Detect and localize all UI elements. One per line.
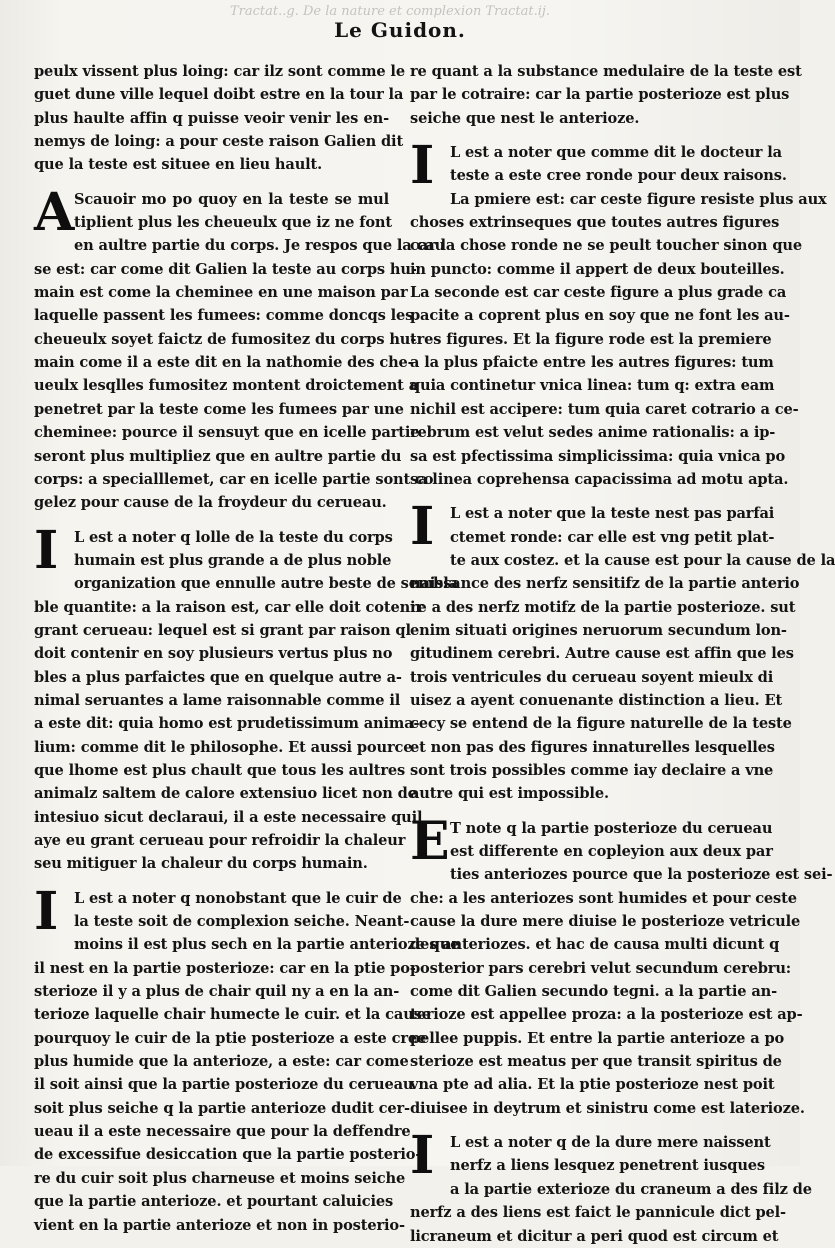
text-line: re a des nerfz motifz de la partie posterioze. sut bbox=[410, 598, 796, 616]
text-line: posterior pars cerebri velut secundum cerebru: bbox=[410, 959, 792, 977]
text-line: L est a noter que comme dit le docteur la bbox=[450, 144, 782, 162]
paragraph bbox=[34, 519, 458, 876]
drop-cap-initial: I bbox=[410, 135, 435, 197]
text-line: que la teste est situee en lieu hault. bbox=[34, 156, 323, 174]
paragraph bbox=[34, 880, 460, 1237]
text-line: animalz saltem de calore extensiuo licet non de bbox=[34, 785, 417, 803]
running-head: Le Guidon. bbox=[334, 18, 466, 42]
text-line: seu mitiguer la chaleur du corps humain. bbox=[34, 855, 368, 873]
text-line: cecy se entend de la figure naturelle de la teste bbox=[410, 715, 792, 733]
text-line: a este dit: quia homo est prudetissimum anima- bbox=[34, 715, 420, 733]
text-line: nichil est accipere: tum quia caret cotrario a ce- bbox=[410, 400, 799, 418]
text-line: T note q la partie posterioze du cerueau bbox=[450, 819, 773, 837]
text-line: plus humide que la anterioze, a este: car come bbox=[34, 1053, 409, 1071]
paragraph-gap bbox=[410, 130, 765, 141]
text-line: et non pas des figures innaturelles lesquelles bbox=[410, 738, 775, 756]
text-line: ties anteriozes pource que la posterioze est sei- bbox=[450, 866, 833, 884]
drop-cap-initial: E bbox=[410, 810, 450, 872]
text-line: re du cuir soit plus charneuse et moins seiche bbox=[34, 1169, 406, 1187]
text-line: rebrum est velut sedes anime rationalis: a ip- bbox=[410, 424, 776, 442]
text-line: corps: a specialllemet, car en icelle partie sont co bbox=[34, 470, 434, 488]
text-line: grant cerueau: lequel est si grant par raison ql bbox=[34, 621, 411, 639]
text-line: uisez a ayent conuenante distinction a lieu. Et bbox=[410, 691, 783, 709]
drop-cap-initial: I bbox=[34, 519, 59, 581]
text-line: nemys de loing: a pour ceste raison Galien dit bbox=[34, 133, 404, 151]
text-line: terioze laquelle chair humecte le cuir. et la cause bbox=[34, 1006, 431, 1024]
text-line: main come il a este dit en la nathomie des che- bbox=[34, 354, 414, 372]
text-line: sterioze il y a plus de chair quil ny a en la an- bbox=[34, 983, 400, 1001]
text-line: L est a noter q de la dure mere naissent bbox=[450, 1134, 771, 1152]
text-line: que lhome est plus chault que tous les aultres bbox=[34, 761, 406, 779]
right-column bbox=[410, 60, 835, 1248]
text-line: par le cotraire: car la partie posterioze est plus bbox=[410, 86, 790, 104]
text-line: que la partie anterioze. et pourtant caluicies bbox=[34, 1193, 394, 1211]
text-line: licraneum et dicitur a peri quod est circum et bbox=[410, 1227, 779, 1245]
text-line: trois ventricules du cerueau soyent mieulx di bbox=[410, 668, 774, 686]
text-line: sterioze est meatus per que transit spiritus de bbox=[410, 1053, 782, 1071]
text-line: cheueulx soyet faictz de fumositez du corps hu- bbox=[34, 330, 417, 348]
text-line: choses extrinseques que toutes autres figures bbox=[410, 214, 780, 232]
text-line: L est a noter q lolle de la teste du corps bbox=[74, 528, 393, 546]
text-line: organization que ennulle autre beste de sembla bbox=[74, 575, 458, 593]
text-line: intesiuo sicut declaraui, il a este necessaire quil bbox=[34, 808, 423, 826]
text-line: de excessifue desiccation que la partie posterio- bbox=[34, 1146, 422, 1164]
paragraph bbox=[34, 181, 446, 515]
text-line: en aultre partie du corps. Je respos que la cau bbox=[74, 237, 446, 255]
text-line: humain est plus grande a de plus noble bbox=[74, 551, 392, 569]
paragraph-gap bbox=[34, 876, 389, 887]
text-line: car la chose ronde ne se peult toucher sinon que bbox=[410, 237, 802, 255]
text-line: La seconde est car ceste figure a plus grade ca bbox=[410, 284, 787, 302]
paragraph-gap bbox=[410, 491, 765, 502]
paragraph bbox=[410, 135, 827, 491]
text-line: cheminee: pource il sensuyt que en icelle partie bbox=[34, 424, 420, 442]
text-line: sa linea coprehensa capacissima ad motu apta. bbox=[410, 470, 789, 488]
paragraph-gap bbox=[410, 806, 765, 817]
text-line: a la plus pfaicte entre les autres figures: tum bbox=[410, 354, 774, 372]
text-line: vient en la partie anterioze et non in posterio- bbox=[34, 1216, 405, 1234]
bleed-through-text: Tractat..g. De la nature et complexion Tractat.ij. bbox=[230, 4, 551, 19]
text-line: L est a noter que la teste nest pas parfai bbox=[450, 505, 775, 523]
text-line: soit plus seiche q la partie anterioze dudit cer- bbox=[34, 1099, 410, 1117]
text-line: nerfz a liens lesquez penetrent iusques bbox=[450, 1157, 765, 1175]
text-line: pellee puppis. Et entre la partie anterioze a po bbox=[410, 1029, 785, 1047]
text-line: bles a plus parfaictes que en quelque autre a- bbox=[34, 668, 402, 686]
text-line: se est: car come dit Galien la teste au corps hu- bbox=[34, 260, 417, 278]
text-line: aye eu grant cerueau pour refroidir la chaleur bbox=[34, 832, 406, 849]
text-line: des anteriozes. et hac de causa multi dicunt q bbox=[410, 936, 780, 954]
text-line: ctemet ronde: car elle est vng petit plat- bbox=[450, 528, 775, 546]
text-line: tres figures. Et la figure rode est la premiere bbox=[410, 330, 772, 348]
text-line: te aux costez. et la cause est pour la cause de la bbox=[450, 551, 835, 569]
text-line: pacite a coprent plus en soy que ne font les au- bbox=[410, 307, 790, 325]
left-column bbox=[34, 60, 460, 1237]
text-line: L est a noter q nonobstant que le cuir de bbox=[74, 889, 402, 907]
text-line: sa est pfectissima simplicissima: quia vnica po bbox=[410, 447, 786, 465]
text-line: est differente en copleyion aux deux par bbox=[450, 843, 773, 860]
text-line: sont trois possibles comme iay declaire a vne bbox=[410, 761, 774, 779]
paragraph-gap bbox=[410, 1120, 765, 1131]
drop-cap-initial: I bbox=[410, 496, 435, 558]
text-line: a la partie exterioze du craneum a des filz de bbox=[450, 1180, 812, 1198]
text-line: quia continetur vnica linea: tum q: extra eam bbox=[410, 377, 775, 395]
text-line: pourquoy le cuir de la ptie posterioze a este cree bbox=[34, 1029, 427, 1047]
text-line: naissance des nerfz sensitifz de la partie anterio bbox=[410, 575, 800, 593]
text-line: il nest en la partie posterioze: car en la ptie po- bbox=[34, 959, 416, 977]
text-line: vna pte ad alia. Et la ptie posterioze nest poit bbox=[410, 1076, 775, 1094]
text-line: come dit Galien secundo tegni. a la partie an- bbox=[410, 983, 777, 1001]
text-line: re quant a la substance medulaire de la teste est bbox=[410, 63, 802, 80]
paragraph bbox=[410, 496, 835, 805]
text-line: teste a este cree ronde pour deux raisons. bbox=[450, 167, 787, 185]
text-line: ble quantite: a la raison est, car elle doit cotenir bbox=[34, 598, 423, 616]
text-line: il soit ainsi que la partie posterioze du cerueau bbox=[34, 1076, 414, 1094]
paragraph-gap bbox=[34, 515, 389, 526]
drop-cap-initial: I bbox=[34, 880, 59, 942]
text-line: terioze est appellee proza: a la posterioze est ap- bbox=[410, 1006, 803, 1024]
text-line: guet dune ville lequel doibt estre en la tour la bbox=[34, 86, 404, 104]
text-line: La pmiere est: car ceste figure resiste plus aux bbox=[450, 190, 827, 208]
drop-cap-initial: A bbox=[34, 181, 75, 243]
text-line: plus haulte affin q puisse veoir venir les en- bbox=[34, 109, 389, 127]
text-line: diuisee in deytrum et sinistru come est laterioze. bbox=[410, 1099, 805, 1117]
text-line: la teste soit de complexion seiche. Neant- bbox=[74, 913, 410, 931]
paragraph bbox=[410, 1125, 812, 1248]
text-line: gitudinem cerebri. Autre cause est affin que les bbox=[410, 645, 794, 663]
paragraph-gap bbox=[34, 177, 389, 188]
text-line: enim situati origines neruorum secundum lon- bbox=[410, 621, 787, 639]
text-line: moins il est plus sech en la partie anterioze que bbox=[74, 936, 460, 954]
text-line: nerfz a des liens est faict le pannicule dict pel- bbox=[410, 1204, 786, 1222]
text-line: gelez pour cause de la froydeur du cerueau. bbox=[34, 494, 387, 512]
text-line: doit contenir en soy plusieurs vertus plus no bbox=[34, 645, 393, 663]
text-line: seiche que nest le anterioze. bbox=[410, 109, 640, 127]
paragraph bbox=[410, 810, 833, 1120]
text-line: lium: comme dit le philosophe. Et aussi pource bbox=[34, 738, 413, 756]
text-line: main est come la cheminee en une maison par bbox=[34, 284, 408, 302]
text-line: nimal seruantes a lame raisonnable comme il bbox=[34, 691, 401, 709]
text-line: cause la dure mere diuise le posterioze vetricule bbox=[410, 913, 801, 931]
text-line: autre qui est impossible. bbox=[410, 785, 609, 803]
text-line: ueau il a este necessaire que pour la deffendre bbox=[34, 1123, 411, 1141]
text-line: ueulx lesqlles fumositez montent droictement a bbox=[34, 377, 419, 395]
text-line: che: a les anteriozes sont humides et pour ceste bbox=[410, 889, 797, 907]
drop-cap-initial: I bbox=[410, 1125, 435, 1187]
text-line: Scauoir mo po quoy en la teste se mul bbox=[74, 190, 389, 208]
text-line: tiplient plus les cheueulx que iz ne font bbox=[74, 214, 392, 232]
text-line: peulx vissent plus loing: car ilz sont comme le bbox=[34, 63, 405, 80]
text-line: laquelle passent les fumees: comme doncqs les bbox=[34, 307, 414, 325]
text-line: seront plus multipliez que en aultre partie du bbox=[34, 447, 402, 465]
text-line: in puncto: comme il appert de deux bouteilles. bbox=[410, 260, 785, 278]
text-line: penetret par la teste come les fumees par une bbox=[34, 400, 404, 418]
